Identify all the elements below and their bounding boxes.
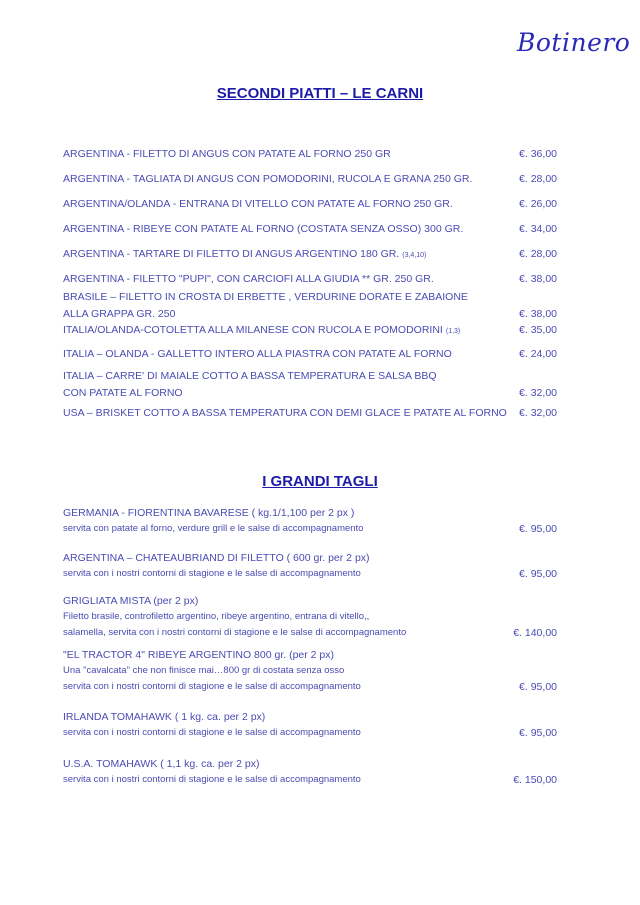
menu-item-text: ARGENTINA – CHATEAUBRIAND DI FILETTO ( 600 gr. per 2 px): [63, 552, 370, 564]
allergen-note: (1,3): [445, 328, 461, 335]
menu-item-description: [63, 664, 344, 678]
menu-item-text: ITALIA – OLANDA - GALLETTO INTERO ALLA PIASTRA CON PATATE AL FORNO: [63, 348, 452, 360]
menu-item-price: €. 32,00: [519, 407, 557, 419]
section-title-grandi-tagli: I GRANDI TAGLI: [262, 473, 378, 490]
menu-item-name: [63, 406, 507, 420]
menu-item-text: ARGENTINA - RIBEYE CON PATATE AL FORNO (COSTATA SENZA OSSO) 300 GR.: [63, 223, 464, 235]
menu-item-text: "EL TRACTOR 4" RIBEYE ARGENTINO 800 gr. (per 2 px): [63, 649, 335, 661]
menu-item-text: ARGENTINA - TARTARE DI FILETTO DI ANGUS ARGENTINO 180 GR.: [63, 248, 400, 260]
menu-item-price: €. 28,00: [519, 248, 557, 260]
menu-item-description: [63, 307, 175, 321]
menu-item-name: [63, 323, 460, 339]
menu-item-text: ARGENTINA/OLANDA - ENTRANA DI VITELLO CON PATATE AL FORNO 250 GR.: [63, 198, 453, 210]
menu-item-name: [63, 197, 453, 211]
menu-item-description: [63, 626, 406, 640]
menu-item-price: €. 95,00: [519, 727, 557, 739]
menu-item-price: €. 36,00: [519, 148, 557, 160]
menu-item-text: servita con i nostri contorni di stagione e le salse di accompagnamento: [63, 774, 361, 785]
menu-item-text: U.S.A. TOMAHAWK ( 1,1 kg. ca. per 2 px): [63, 758, 260, 770]
menu-item-text: ARGENTINA - FILETTO "PUPI", CON CARCIOFI ALLA GIUDIA ** GR. 250 GR.: [63, 273, 434, 285]
menu-item-price: €. 34,00: [519, 223, 557, 235]
menu-item-name: [63, 594, 198, 608]
menu-item-text: ALLA GRAPPA GR. 250: [63, 308, 176, 320]
menu-item-description: [63, 567, 361, 581]
menu-item-price: €. 38,00: [519, 308, 557, 320]
menu-item-price: €. 95,00: [519, 681, 557, 693]
menu-item-text: servita con i nostri contorni di stagione e le salse di accompagnamento: [63, 681, 361, 692]
menu-item-description: [63, 386, 183, 400]
menu-item-description: [63, 773, 361, 787]
menu-item-price: €. 28,00: [519, 173, 557, 185]
menu-item-price: €. 140,00: [513, 627, 557, 639]
menu-item-description: [63, 726, 361, 740]
menu-item-name: [63, 757, 259, 771]
menu-item-name: [63, 290, 468, 304]
menu-item-price: €. 95,00: [519, 523, 557, 535]
menu-item-text: CON PATATE AL FORNO: [63, 387, 183, 399]
menu-item-price: €. 32,00: [519, 387, 557, 399]
menu-item-text: servita con patate al forno, verdure grill e le salse di accompagnamento: [63, 523, 364, 534]
menu-item-text: GRIGLIATA MISTA (per 2 px): [63, 595, 199, 607]
allergen-note: (3,4,10): [402, 252, 427, 259]
menu-item-description: [63, 610, 369, 624]
menu-item-text: BRASILE – FILETTO IN CROSTA DI ERBETTE , VERDURINE DORATE E ZABAIONE: [63, 291, 468, 303]
menu-item-text: ITALIA/OLANDA-COTOLETTA ALLA MILANESE CON RUCOLA E POMODORINI: [63, 324, 443, 336]
menu-item-name: [63, 506, 354, 520]
menu-item-price: €. 26,00: [519, 198, 557, 210]
menu-item-price: €. 35,00: [519, 324, 557, 336]
menu-item-description: [63, 522, 363, 536]
menu-item-text: GERMANIA - FIORENTINA BAVARESE ( kg.1/1,100 per 2 px ): [63, 507, 355, 519]
menu-item-text: servita con i nostri contorni di stagione e le salse di accompagnamento: [63, 727, 361, 738]
menu-item-name: [63, 222, 463, 236]
menu-item-name: [63, 710, 265, 724]
menu-item-description: [63, 680, 361, 694]
menu-item-name: [63, 272, 434, 286]
menu-item-text: IRLANDA TOMAHAWK ( 1 kg. ca. per 2 px): [63, 711, 266, 723]
menu-item-price: €. 38,00: [519, 273, 557, 285]
menu-item-name: [63, 172, 472, 186]
menu-item-name: [63, 347, 452, 361]
menu-item-name: [63, 147, 391, 161]
menu-item-name: [63, 551, 370, 565]
menu-item-text: Filetto brasile, controfiletto argentino, ribeye argentino, entrana di vitello,,: [63, 611, 370, 622]
menu-item-text: USA – BRISKET COTTO A BASSA TEMPERATURA CON DEMI GLACE E PATATE AL FORNO: [63, 407, 507, 419]
menu-item-price: €. 95,00: [519, 568, 557, 580]
menu-item-text: ARGENTINA - FILETTO DI ANGUS CON PATATE AL FORNO 250 GR: [63, 148, 391, 160]
logo: Botinero: [517, 28, 631, 57]
menu-item-name: [63, 369, 437, 383]
menu-item-price: €. 24,00: [519, 348, 557, 360]
menu-item-price: €. 150,00: [513, 774, 557, 786]
section-title-carni: SECONDI PIATTI – LE CARNI: [216, 85, 424, 102]
menu-item-text: salamella, servita con i nostri contorni di stagione e le salse di accompagnamento: [63, 627, 407, 638]
menu-item-text: ITALIA – CARRE' DI MAIALE COTTO A BASSA TEMPERATURA E SALSA BBQ: [63, 370, 437, 382]
menu-item-text: servita con i nostri contorni di stagione e le salse di accompagnamento: [63, 568, 361, 579]
menu-item-text: Una "cavalcata" che non finisce mai…800 gr di costata senza osso: [63, 665, 345, 676]
menu-item-text: ARGENTINA - TAGLIATA DI ANGUS CON POMODORINI, RUCOLA E GRANA 250 GR.: [63, 173, 473, 185]
menu-item-name: [63, 648, 334, 662]
menu-item-name: [63, 247, 426, 263]
